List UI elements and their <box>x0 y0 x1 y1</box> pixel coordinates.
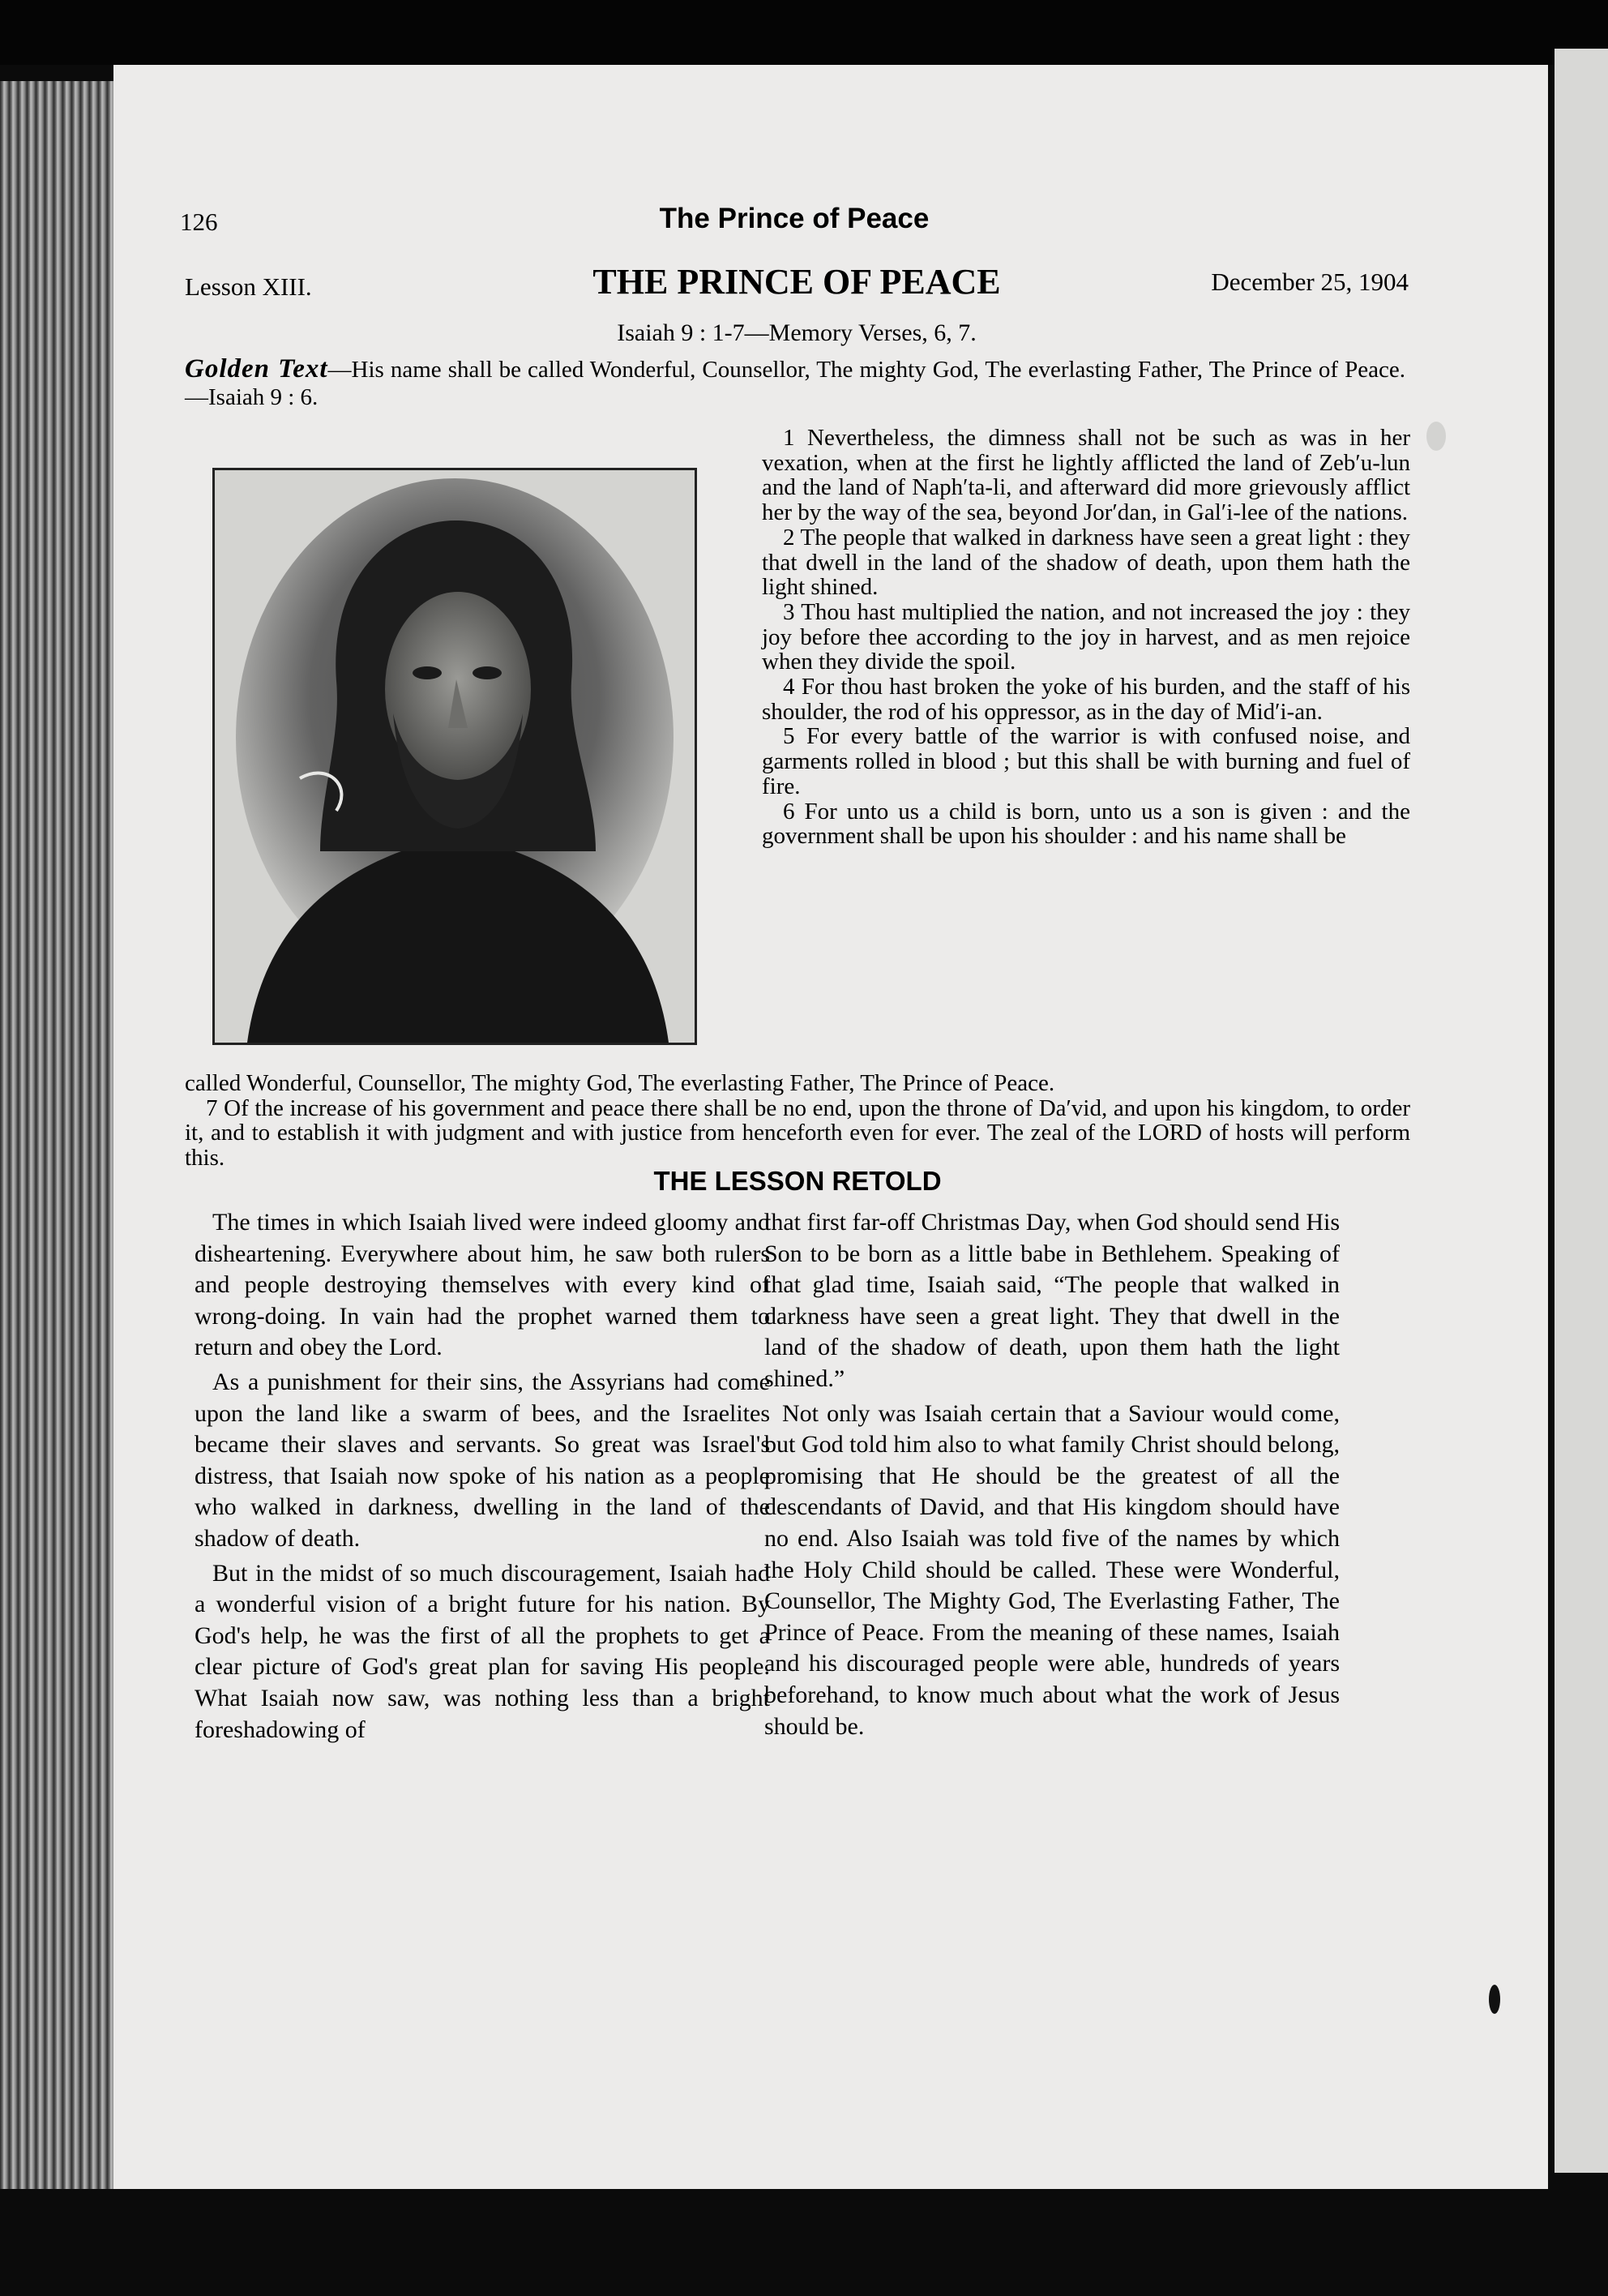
golden-text-label: Golden Text <box>185 354 328 383</box>
verse-7: 7 Of the increase of his government and peace there shall be no end, upon the throne of Da′vid, and upon his kingdom, to order it, and to establish it with judgment and with justice from henceforth even for ever. The zeal of the LORD of hosts will perform this. <box>185 1094 1410 1172</box>
verse-3: 3 Thou hast multiplied the nation, and not increased the joy : they joy before thee according to the joy in harvest, and as men rejoice when they divide the spoil. <box>762 598 1410 675</box>
lesson-retold-heading: THE LESSON RETOLD <box>653 1166 942 1196</box>
golden-text <box>185 355 1405 411</box>
scripture-reference: Isaiah 9 : 1-7—Memory Verses, 6, 7. <box>617 319 977 346</box>
lesson-date: December 25, 1904 <box>1211 268 1409 296</box>
verses-full-width <box>185 1071 1410 1171</box>
book-page-edges <box>0 81 113 2189</box>
verse-6-end: called Wonderful, Counsellor, The mighty God, The everlasting Father, The Prince of Peace. <box>185 1070 1055 1096</box>
page-number: 126 <box>180 208 218 236</box>
retold-paragraph: As a punishment for their sins, the Assyrians had come upon the land like a swarm of bees, and the Israelites became their slaves and servants. So great was Israel's distress, that Isaiah now spoke of his nation as a people who walked in darkness, dwelling in the land of the shadow of death. <box>195 1368 770 1552</box>
retold-paragraph: But in the midst of so much discouragement, Isaiah had a wonderful vision of a bright future for his nation. By God's help, he was the first of all the prophets to get a clear picture of God's great plan for saving His people. What Isaiah now saw, was nothing less than a bright foreshadowing of <box>195 1559 770 1743</box>
lesson-title: THE PRINCE OF PEACE <box>592 262 1001 302</box>
binding-hole-mark <box>1489 1985 1500 2014</box>
retold-right-column <box>764 1207 1340 1746</box>
verses-column <box>762 426 1410 849</box>
retold-paragraph: that first far-off Christmas Day, when God should send His Son to be born as a little babe in Bethlehem. Speaking of that glad time, Isaiah said, “The people that walked in darkness have seen a great light. They that dwell in the land of the shadow of death, upon them hath the light shined.” <box>764 1209 1340 1392</box>
verse-2: 2 The people that walked in darkness have seen a great light : they that dwell in the land of the shadow of death, upon them hath the light shined. <box>762 524 1410 601</box>
retold-paragraph: Not only was Isaiah certain that a Saviour would come, but God told him also to what family Christ should belong, promising that He should be the greatest of all the descendants of David, and that His kingdom should have no end. Also Isaiah was told five of the names by which the Holy Child should be called. These were Wonderful, Counsellor, The Mighty God, The Everlasting Father, The Prince of Peace. From the meaning of these names, Isaiah and his discouraged people were able, hundreds of years beforehand, to know much about what the work of Jesus should be. <box>764 1399 1340 1740</box>
portrait-image <box>215 470 695 1043</box>
lesson-number: Lesson XIII. <box>185 272 312 301</box>
facing-page-edge <box>1555 49 1608 2173</box>
retold-left-column <box>195 1207 770 1749</box>
binding-hole-mark <box>1426 422 1446 451</box>
verse-6-start: 6 For unto us a child is born, unto us a son is given : and the government shall be upon his shoulder : and his name shall be <box>762 798 1410 850</box>
portrait-illustration <box>212 468 697 1045</box>
verse-4: 4 For thou hast broken the yoke of his burden, and the staff of his shoulder, the rod of his oppressor, as in the day of Mid′i-an. <box>762 674 1410 725</box>
retold-paragraph: The times in which Isaiah lived were indeed gloomy and disheartening. Everywhere about him, he saw both rulers and people destroying themselves with every kind of wrong-doing. In vain had the prophet warned them to return and obey the Lord. <box>195 1209 770 1361</box>
running-title: The Prince of Peace <box>659 203 930 234</box>
verse-5: 5 For every battle of the warrior is with confused noise, and garments rolled in blood ; but this shall be with burning and fuel of fire. <box>762 723 1410 799</box>
golden-text-body: —His name shall be called Wonderful, Counsellor, The mighty God, The everlasting Father, The Prince of Peace.—Isaiah 9 : 6. <box>185 357 1405 410</box>
lesson-header <box>185 261 1409 310</box>
verse-1: 1 Nevertheless, the dimness shall not be such as was in her vexation, when at the first he lightly afflicted the land of Zeb′u-lun and the land of Naph′ta-li, and afterward did more grievously afflict her by the way of the sea, beyond Jor′dan, in Gal′i-lee of the nations. <box>762 425 1410 526</box>
running-head <box>180 203 1409 243</box>
scan-background <box>0 0 1608 65</box>
